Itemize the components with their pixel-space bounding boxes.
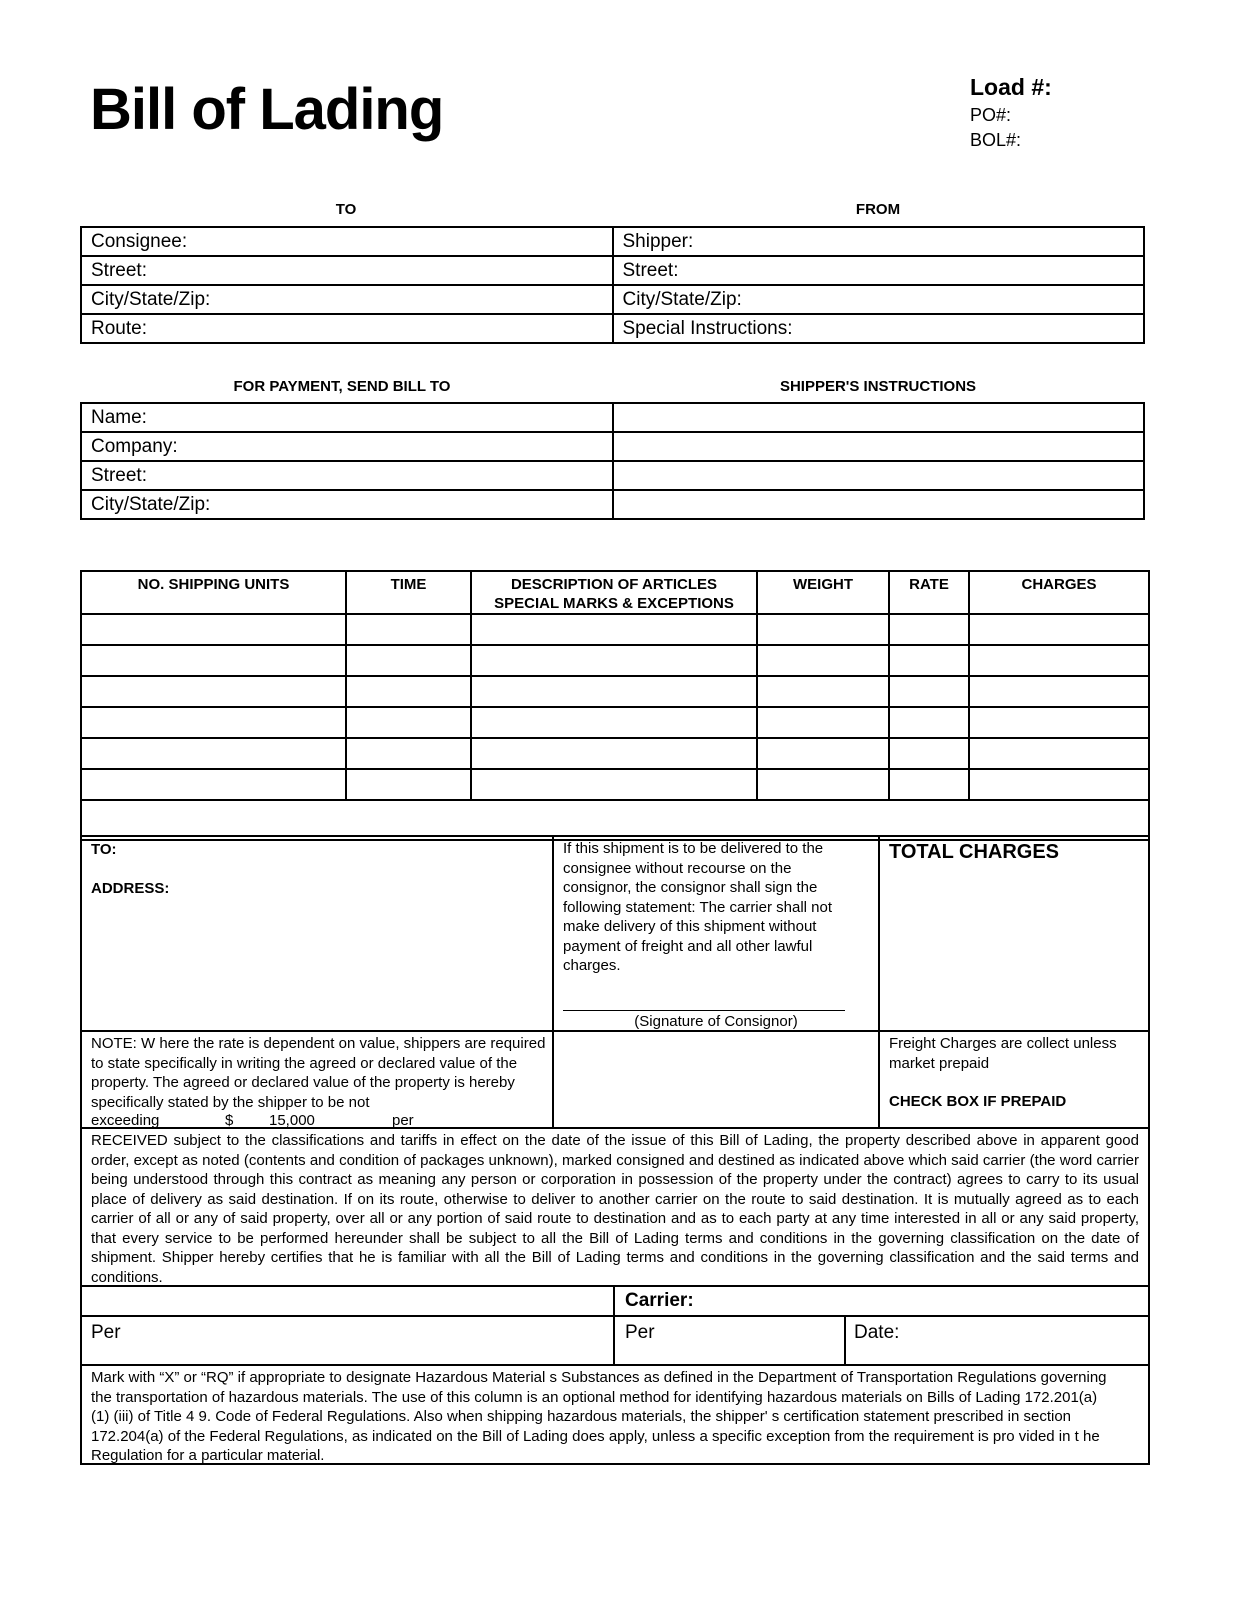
- date-field[interactable]: [844, 1315, 1150, 1366]
- col-rate: RATE: [889, 571, 969, 614]
- to-label: TO:: [91, 841, 117, 858]
- bill-city-state-zip-field[interactable]: City/State/Zip:: [81, 490, 613, 519]
- special-instructions-field[interactable]: Special Instructions:: [613, 314, 1145, 343]
- charges-cell[interactable]: [969, 676, 1149, 707]
- col-description: [471, 571, 757, 614]
- page-title: Bill of Lading: [90, 77, 444, 142]
- route-field[interactable]: Route:: [81, 314, 613, 343]
- declared-value-note: [80, 1030, 554, 1129]
- shipper-instructions-line-4[interactable]: [613, 490, 1145, 519]
- check-box-if-prepaid-label[interactable]: CHECK BOX IF PREPAID: [889, 1093, 1067, 1110]
- charges-cell[interactable]: [969, 738, 1149, 769]
- date-label: Date:: [854, 1322, 900, 1343]
- units-cell[interactable]: [81, 614, 346, 645]
- freight-collect-text: Freight Charges are collect unless market prepaid: [889, 1035, 1117, 1072]
- to-from-table: [80, 226, 1145, 344]
- table-row: [81, 707, 1149, 738]
- rate-cell[interactable]: [889, 645, 969, 676]
- declared-amount[interactable]: 15,000: [269, 1112, 315, 1129]
- rate-cell[interactable]: [889, 707, 969, 738]
- charges-cell[interactable]: [969, 614, 1149, 645]
- address-label: ADDRESS:: [91, 880, 170, 897]
- per-label: per: [392, 1112, 414, 1129]
- shipper-instructions-line-3[interactable]: [613, 461, 1145, 490]
- time-cell[interactable]: [346, 645, 471, 676]
- charges-cell[interactable]: [969, 707, 1149, 738]
- description-cell[interactable]: [471, 614, 757, 645]
- weight-cell[interactable]: [757, 707, 889, 738]
- rate-cell[interactable]: [889, 738, 969, 769]
- time-cell[interactable]: [346, 614, 471, 645]
- charges-cell[interactable]: [969, 645, 1149, 676]
- consignee-field[interactable]: Consignee:: [81, 227, 613, 256]
- table-row: [81, 769, 1149, 800]
- weight-cell[interactable]: [757, 614, 889, 645]
- consignor-signature-box: [552, 835, 880, 1032]
- total-charges-box[interactable]: [878, 835, 1150, 1032]
- col-charges: CHARGES: [969, 571, 1149, 614]
- time-cell[interactable]: [346, 707, 471, 738]
- time-cell[interactable]: [346, 738, 471, 769]
- bill-company-field[interactable]: Company:: [81, 432, 613, 461]
- load-number-label: Load #:: [970, 74, 1052, 100]
- col-shipping-units: NO. SHIPPING UNITS: [81, 571, 346, 614]
- signature-caption: (Signature of Consignor): [634, 1013, 798, 1030]
- reference-numbers: [970, 74, 1052, 153]
- time-cell[interactable]: [346, 769, 471, 800]
- shipper-per-field[interactable]: [80, 1315, 615, 1366]
- rate-cell[interactable]: [889, 676, 969, 707]
- charges-cell[interactable]: [969, 769, 1149, 800]
- shipper-field[interactable]: Shipper:: [613, 227, 1145, 256]
- col-description-title: DESCRIPTION OF ARTICLES: [510, 576, 718, 593]
- time-cell[interactable]: [346, 676, 471, 707]
- currency-symbol: $: [225, 1112, 234, 1129]
- shipper-instructions-heading: SHIPPER'S INSTRUCTIONS: [779, 378, 977, 395]
- col-weight: WEIGHT: [757, 571, 889, 614]
- shipper-per-label: Per: [91, 1322, 121, 1343]
- bill-to-heading: FOR PAYMENT, SEND BILL TO: [233, 378, 451, 395]
- shipper-instructions-line-2[interactable]: [613, 432, 1145, 461]
- weight-cell[interactable]: [757, 676, 889, 707]
- description-cell[interactable]: [471, 738, 757, 769]
- carrier-per-label: Per: [625, 1322, 655, 1343]
- col-description-subtitle: SPECIAL MARKS & EXCEPTIONS: [494, 595, 734, 612]
- description-cell[interactable]: [471, 645, 757, 676]
- from-heading: FROM: [855, 201, 901, 218]
- table-row: [81, 676, 1149, 707]
- bill-street-field[interactable]: Street:: [81, 461, 613, 490]
- hazmat-notice-text: Mark with “X” or “RQ” if appropriate to designate Hazardous Material s Substances as defined in the Department of Transportation Regulations governing the transportation of hazardous materials. The use of this column is an optional method for identifying hazardous materials on Bills of Lading 172.201(a)(1) (iii) of Title 4 9. Code of Federal Regulations. Also when shipping hazardous materials, the shipper' s certification statement prescribed in section 172.204(a) of the Federal Regulations, as indicated on the Bill of Lading does apply, unless a specific exception from the requirement is pro vided in t he Regulation for a particular material.: [91, 1369, 1107, 1464]
- units-cell[interactable]: [81, 769, 346, 800]
- carrier-header: [613, 1285, 1150, 1317]
- summary-cell[interactable]: [81, 800, 1149, 840]
- weight-cell[interactable]: [757, 645, 889, 676]
- table-row: [81, 614, 1149, 645]
- exceeding-label: exceeding: [91, 1112, 160, 1129]
- bol-number-label: BOL#:: [970, 130, 1022, 150]
- bill-name-field[interactable]: Name:: [81, 403, 613, 432]
- weight-cell[interactable]: [757, 769, 889, 800]
- items-header-row: [81, 571, 1149, 614]
- table-row: [81, 645, 1149, 676]
- table-summary-row: [81, 800, 1149, 840]
- units-cell[interactable]: [81, 645, 346, 676]
- signature-line[interactable]: [563, 1010, 845, 1011]
- units-cell[interactable]: [81, 738, 346, 769]
- shipper-instructions-line-1[interactable]: [613, 403, 1145, 432]
- to-heading: TO: [335, 201, 357, 218]
- weight-cell[interactable]: [757, 738, 889, 769]
- delivery-address-box[interactable]: [80, 835, 554, 1032]
- description-cell[interactable]: [471, 676, 757, 707]
- shipper-street-field[interactable]: Street:: [613, 256, 1145, 285]
- shipper-signature-header: [80, 1285, 615, 1317]
- payment-table: [80, 402, 1145, 520]
- received-terms-text: RECEIVED subject to the classifications and tariffs in effect on the date of the issue of this Bill of Lading, the property described above in apparent good order, except as noted (contents and condition of packages unknown), marked consigned and destined as indicated above which said carrier (the word carrier being understood through this contract as meaning any person or corporation in possession of the property under the contract) agrees to carry to its usual place of delivery as said destination. If on its route, otherwise to deliver to another carrier on the route to said destination. It is mutually agreed as to each carrier of all or any of said property, over all or any portion of said route to destination and as to each party at any time interested in all or any said property, that every service to be performed hereunder shall be subject to all the Bill of Lading terms and conditions in the governing classification on the date of shipment. Shipper hereby certifies that he is familiar with all the Bill of Lading terms and conditions in the governing classification and the said terms and conditions.: [91, 1132, 1139, 1286]
- consignee-city-state-zip-field[interactable]: City/State/Zip:: [81, 285, 613, 314]
- units-cell[interactable]: [81, 707, 346, 738]
- note-text: NOTE: W here the rate is dependent on value, shippers are required to state specifically in writing the agreed or declared value of the property. The agreed or declared value of the property is hereby specifically stated by the shipper to be not: [91, 1035, 546, 1111]
- received-terms-box: [80, 1127, 1150, 1287]
- description-cell[interactable]: [471, 707, 757, 738]
- recourse-statement: If this shipment is to be delivered to the consignee without recourse on the consignor, the consignor shall sign the following statement: The carrier shall not make delivery of this shipment without payment of freight and all other lawful charges.: [563, 840, 833, 974]
- rate-cell[interactable]: [889, 769, 969, 800]
- hazmat-notice-box: [80, 1364, 1150, 1465]
- total-charges-label: TOTAL CHARGES: [889, 841, 1060, 863]
- po-number-label: PO#:: [970, 105, 1012, 125]
- shipper-city-state-zip-field[interactable]: City/State/Zip:: [613, 285, 1145, 314]
- description-cell[interactable]: [471, 769, 757, 800]
- units-cell[interactable]: [81, 676, 346, 707]
- consignee-street-field[interactable]: Street:: [81, 256, 613, 285]
- carrier-label: Carrier:: [625, 1290, 694, 1311]
- col-time: TIME: [346, 571, 471, 614]
- carrier-per-field[interactable]: [613, 1315, 846, 1366]
- prepaid-box: [878, 1030, 1150, 1129]
- note-blank-cell[interactable]: [552, 1030, 880, 1129]
- shipping-items-table: [80, 570, 1150, 841]
- table-row: [81, 738, 1149, 769]
- rate-cell[interactable]: [889, 614, 969, 645]
